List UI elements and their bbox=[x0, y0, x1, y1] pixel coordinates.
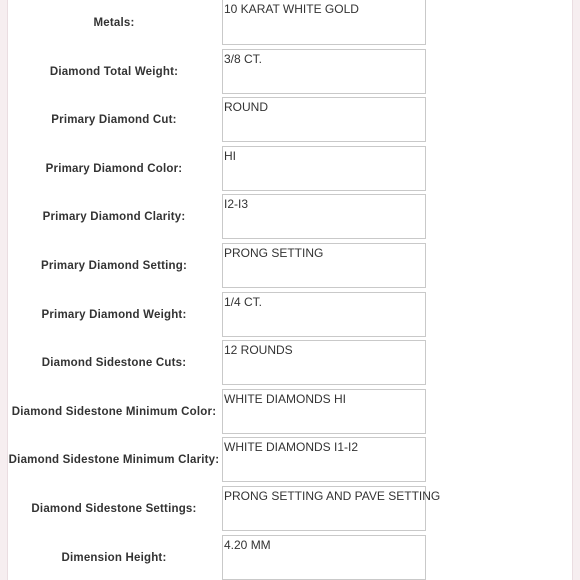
spec-label-metals: Metals: bbox=[93, 17, 135, 29]
spec-row-dimension-height bbox=[8, 535, 572, 580]
spec-value-primary-diamond-weight: 1/4 CT. bbox=[222, 292, 426, 337]
spec-value-dimension-height: 4.20 MM bbox=[222, 535, 426, 580]
spec-row-diamond-total-weight bbox=[8, 49, 572, 98]
specifications-table bbox=[8, 0, 572, 580]
spec-value-primary-diamond-setting: PRONG SETTING bbox=[222, 243, 426, 288]
spec-row-diamond-sidestone-cuts bbox=[8, 340, 572, 389]
spec-row-primary-diamond-weight bbox=[8, 292, 572, 341]
spec-row-primary-diamond-cut bbox=[8, 97, 572, 146]
spec-value-diamond-sidestone-minimum-color: WHITE DIAMONDS HI bbox=[222, 389, 426, 434]
spec-row-primary-diamond-color bbox=[8, 146, 572, 195]
spec-value-diamond-sidestone-minimum-clarity: WHITE DIAMONDS I1-I2 bbox=[222, 437, 426, 482]
spec-label-primary-diamond-color: Primary Diamond Color: bbox=[45, 162, 183, 175]
spec-row-primary-diamond-clarity bbox=[8, 194, 572, 243]
spec-row-primary-diamond-setting bbox=[8, 243, 572, 292]
spec-row-diamond-sidestone-settings bbox=[8, 486, 572, 535]
spec-value-primary-diamond-clarity: I2-I3 bbox=[222, 194, 426, 239]
spec-value-primary-diamond-cut: ROUND bbox=[222, 97, 426, 142]
spec-label-diamond-total-weight: Diamond Total Weight: bbox=[49, 65, 179, 78]
left-page-edge bbox=[0, 0, 8, 580]
spec-label-primary-diamond-weight: Primary Diamond Weight: bbox=[41, 308, 187, 321]
spec-value-metals: 10 KARAT WHITE GOLD bbox=[222, 0, 426, 45]
spec-label-diamond-sidestone-minimum-clarity: Diamond Sidestone Minimum Clarity: bbox=[8, 454, 220, 467]
spec-value-diamond-total-weight: 3/8 CT. bbox=[222, 49, 426, 94]
spec-value-diamond-sidestone-cuts: 12 ROUNDS bbox=[222, 340, 426, 385]
spec-label-primary-diamond-cut: Primary Diamond Cut: bbox=[51, 114, 177, 127]
spec-row-metals bbox=[8, 0, 572, 49]
spec-value-primary-diamond-color: HI bbox=[222, 146, 426, 191]
spec-label-dimension-height: Dimension Height: bbox=[61, 551, 167, 564]
spec-label-diamond-sidestone-minimum-color: Diamond Sidestone Minimum Color: bbox=[11, 405, 217, 418]
spec-label-diamond-sidestone-settings: Diamond Sidestone Settings: bbox=[31, 502, 197, 515]
spec-row-diamond-sidestone-minimum-color bbox=[8, 389, 572, 438]
spec-value-diamond-sidestone-settings: PRONG SETTING AND PAVE SETTING bbox=[222, 486, 426, 531]
spec-label-diamond-sidestone-cuts: Diamond Sidestone Cuts: bbox=[41, 357, 187, 370]
spec-label-primary-diamond-clarity: Primary Diamond Clarity: bbox=[42, 211, 186, 224]
spec-row-diamond-sidestone-minimum-clarity bbox=[8, 437, 572, 486]
right-page-edge bbox=[572, 0, 580, 580]
spec-label-primary-diamond-setting: Primary Diamond Setting: bbox=[40, 259, 188, 272]
